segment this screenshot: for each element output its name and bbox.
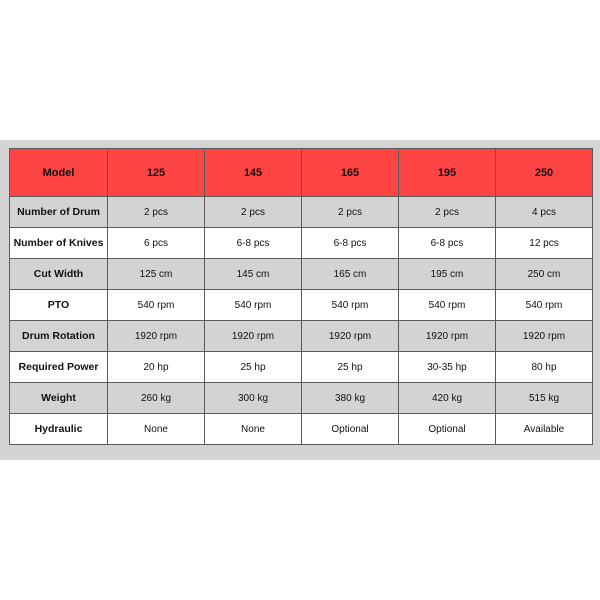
specifications-table (9, 148, 593, 445)
row-label: Drum Rotation (10, 321, 108, 352)
table-cell: 80 hp (496, 352, 593, 383)
table-cell: 2 pcs (302, 197, 399, 228)
row-label: Number of Drum (10, 197, 108, 228)
table-cell: 25 hp (302, 352, 399, 383)
table-cell: 1920 rpm (108, 321, 205, 352)
table-cell: 540 rpm (496, 290, 593, 321)
row-label: Number of Knives (10, 228, 108, 259)
table-cell: 540 rpm (108, 290, 205, 321)
table-cell: None (205, 414, 302, 445)
table-cell: 4 pcs (496, 197, 593, 228)
table-cell: 1920 rpm (399, 321, 496, 352)
table-cell: 380 kg (302, 383, 399, 414)
table-cell: 2 pcs (205, 197, 302, 228)
table-cell: 30-35 hp (399, 352, 496, 383)
row-label: PTO (10, 290, 108, 321)
row-label: Weight (10, 383, 108, 414)
table-cell: 6-8 pcs (302, 228, 399, 259)
table-row (10, 414, 593, 445)
table-cell: 1920 rpm (302, 321, 399, 352)
header-cell-165: 165 (302, 149, 399, 197)
table-cell: 250 cm (496, 259, 593, 290)
row-label: Required Power (10, 352, 108, 383)
header-row (10, 149, 593, 197)
table-cell: 540 rpm (205, 290, 302, 321)
table-row (10, 197, 593, 228)
table-cell: 125 cm (108, 259, 205, 290)
table-cell: 2 pcs (399, 197, 496, 228)
table-row (10, 321, 593, 352)
table-cell: 300 kg (205, 383, 302, 414)
table-cell: 1920 rpm (496, 321, 593, 352)
table-row (10, 259, 593, 290)
table-cell: Optional (399, 414, 496, 445)
table-cell: Optional (302, 414, 399, 445)
table-cell: 6-8 pcs (205, 228, 302, 259)
table-row (10, 290, 593, 321)
table-cell: None (108, 414, 205, 445)
table-row (10, 383, 593, 414)
table-cell: 2 pcs (108, 197, 205, 228)
table-cell: 25 hp (205, 352, 302, 383)
table-cell: 6-8 pcs (399, 228, 496, 259)
table-cell: 12 pcs (496, 228, 593, 259)
table-cell: 20 hp (108, 352, 205, 383)
header-cell-model: Model (10, 149, 108, 197)
table-cell: 540 rpm (302, 290, 399, 321)
table-cell: 420 kg (399, 383, 496, 414)
table-cell: 195 cm (399, 259, 496, 290)
row-label: Hydraulic (10, 414, 108, 445)
header-cell-125: 125 (108, 149, 205, 197)
table-cell: Available (496, 414, 593, 445)
table-cell: 6 pcs (108, 228, 205, 259)
table-cell: 260 kg (108, 383, 205, 414)
header-cell-195: 195 (399, 149, 496, 197)
table-cell: 540 rpm (399, 290, 496, 321)
table-row (10, 352, 593, 383)
header-cell-145: 145 (205, 149, 302, 197)
table-row (10, 228, 593, 259)
header-cell-250: 250 (496, 149, 593, 197)
table-cell: 145 cm (205, 259, 302, 290)
table-cell: 1920 rpm (205, 321, 302, 352)
table-cell: 515 kg (496, 383, 593, 414)
table-cell: 165 cm (302, 259, 399, 290)
row-label: Cut Width (10, 259, 108, 290)
